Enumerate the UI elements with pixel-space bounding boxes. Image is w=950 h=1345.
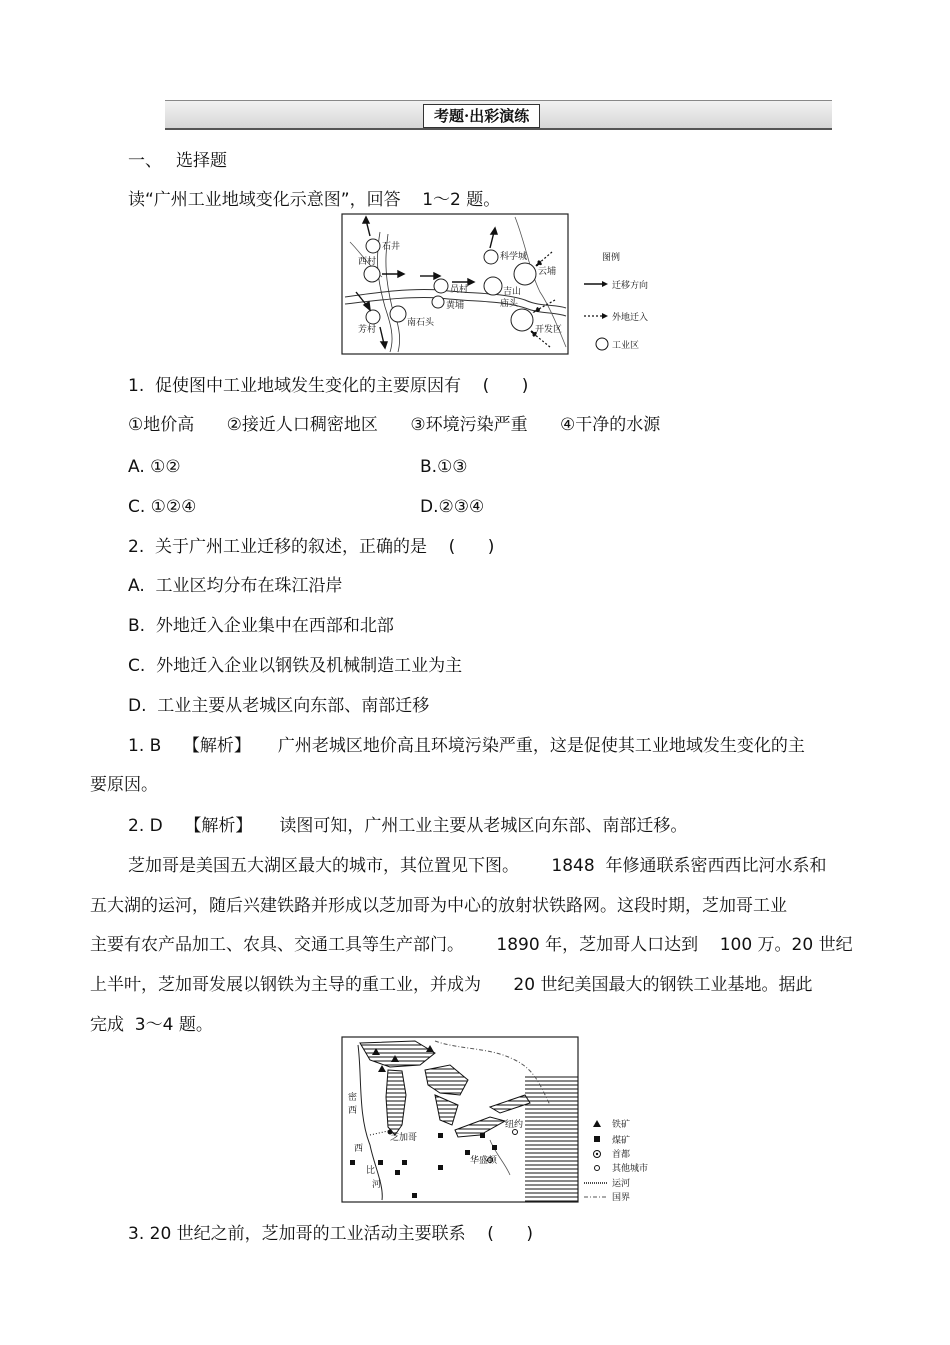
q3-stem: 3. 20 世纪之前，芝加哥的工业活动主要联系 ( ) — [128, 1224, 533, 1244]
map1-label-2: 员村 — [450, 285, 469, 295]
legend-capital: 首都 — [612, 1150, 631, 1160]
zone-yuncun — [434, 279, 448, 293]
legend-iron: 铁矿 — [612, 1120, 631, 1130]
zone-kexuecheng — [484, 250, 498, 264]
q2-option-a: A. 工业区均分布在珠江沿岸 — [128, 576, 343, 596]
zone-xicun — [364, 266, 380, 282]
map2-label-3: 比 — [366, 1166, 376, 1176]
map2-label-1: 西 — [348, 1106, 358, 1116]
chicago-map — [340, 1035, 655, 1205]
zone-huangpu — [432, 296, 444, 308]
q1-option-d: D.②③④ — [420, 497, 485, 517]
q1-option-b: B.①③ — [420, 457, 468, 477]
passage-line-3: 主要有农产品加工、农具、交通工具等生产部门。 1890 年，芝加哥人口达到 100 万。20 世纪 — [90, 935, 853, 955]
passage-line-2: 五大湖的运河，随后兴建铁路并形成以芝加哥为中心的放射状铁路网。这段时期，芝加哥工业 — [90, 896, 787, 916]
q1-option-a: A. ①② — [128, 457, 181, 477]
map1-label-4: 云埔 — [538, 267, 557, 277]
legend-external: 外地迁入 — [612, 313, 649, 323]
q2-stem: 2. 关于广州工业迁移的叙述，正确的是 ( ) — [128, 537, 495, 557]
legend-title: 图例 — [602, 253, 621, 263]
q2-option-d: D. 工业主要从老城区向东部、南部迁移 — [128, 696, 430, 716]
banner-title: 考题·出彩演练 — [423, 104, 540, 128]
q2-option-c: C. 外地迁入企业以钢铁及机械制造工业为主 — [128, 656, 463, 676]
map1-label-7: 芳村 — [358, 325, 377, 335]
legend-border: 国界 — [612, 1193, 631, 1203]
section-banner — [165, 100, 832, 130]
map1-label-0: 石井 — [382, 242, 401, 252]
q1-option-c: C. ①②④ — [128, 497, 197, 517]
map2-label-4: 河 — [372, 1180, 382, 1190]
section-number: 一、 — [128, 151, 162, 171]
legend-city: 其他城市 — [612, 1164, 649, 1174]
legend-migrate: 迁移方向 — [612, 281, 649, 291]
map1-legend — [584, 251, 648, 351]
passage-line-4: 上半叶，芝加哥发展以钢铁为主导的重工业，并成为 20 世纪美国最大的钢铁工业基地。据此 — [90, 975, 813, 995]
legend-coal: 煤矿 — [612, 1136, 631, 1146]
answer-1-line2: 要原因。 — [90, 775, 158, 795]
map1-label-5: 吉山 — [503, 287, 522, 297]
map1-label-3: 科学城 — [500, 252, 528, 262]
map1-label-8: 南石头 — [407, 318, 435, 328]
intro-q1-2: 读“广州工业地域变化示意图”，回答 1～2 题。 — [128, 190, 501, 210]
map2-label-6: 纽约 — [505, 1120, 524, 1130]
legend-zone: 工业区 — [612, 341, 640, 351]
map1-label-10: 开发区 — [535, 325, 563, 335]
zone-nanshitou — [390, 306, 406, 322]
map1-label-1: 西村 — [358, 257, 377, 267]
map2-label-0: 密 — [348, 1093, 358, 1103]
answer-2: 2. D 【解析】 读图可知，广州工业主要从老城区向东部、南部迁移。 — [128, 816, 688, 836]
map1-label-6: 庙头 — [500, 299, 519, 309]
q2-option-b: B. 外地迁入企业集中在西部和北部 — [128, 616, 394, 636]
map2-label-2: 西 — [354, 1144, 364, 1154]
map2-label-7: 华盛顿 — [470, 1156, 498, 1166]
section-title: 选择题 — [176, 151, 227, 171]
zone-shijing — [366, 239, 380, 253]
guangzhou-map — [340, 212, 660, 357]
map2-legend — [584, 1118, 648, 1203]
zone-jishan — [484, 277, 502, 295]
q1-options-line: ①地价高 ②接近人口稠密地区 ③环境污染严重 ④干净的水源 — [128, 415, 661, 435]
answer-1-line1: 1. B 【解析】 广州老城区地价高且环境污染严重，这是促使其工业地域发生变化的主 — [128, 736, 805, 756]
zone-kaifaqu — [511, 309, 533, 331]
passage-line-5: 完成 3～4 题。 — [90, 1015, 213, 1035]
zone-fangcun — [366, 310, 380, 324]
map1-label-9: 黄埔 — [446, 301, 465, 311]
map2-label-5: 芝加哥 — [390, 1133, 418, 1143]
passage-line-1: 芝加哥是美国五大湖区最大的城市，其位置见下图。 1848 年修通联系密西西比河水系和 — [128, 856, 827, 876]
legend-canal: 运河 — [612, 1179, 631, 1189]
q1-stem: 1. 促使图中工业地域发生变化的主要原因有 ( ) — [128, 376, 529, 396]
zone-yunpu — [514, 263, 536, 285]
